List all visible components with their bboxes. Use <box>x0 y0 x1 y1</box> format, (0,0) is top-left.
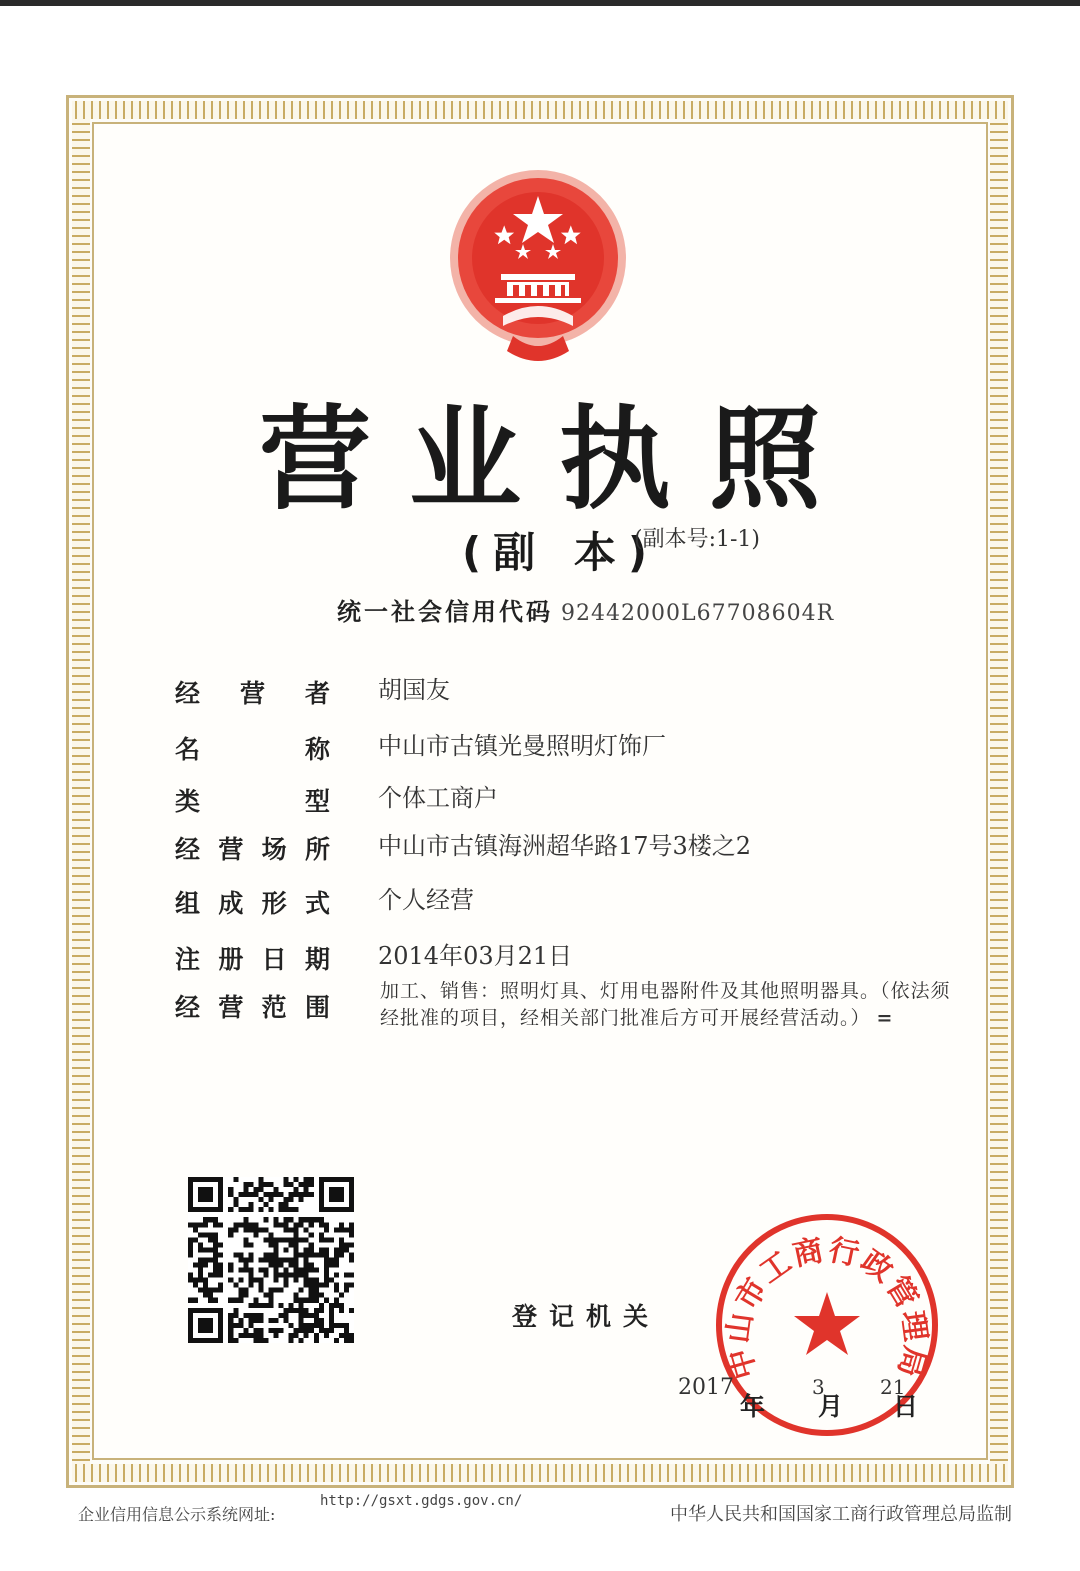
border-pattern-top <box>72 101 1008 119</box>
scan-edge <box>0 0 1080 6</box>
scope-end-mark: = <box>876 1007 894 1029</box>
business-scope-text <box>380 978 960 1032</box>
field-value: 中山市古镇海洲超华路17号3楼之2 <box>378 832 752 860</box>
title-char: 业 <box>409 394 521 525</box>
border-pattern-bottom <box>72 1464 1008 1482</box>
field-operator <box>175 674 975 718</box>
title-char: 照 <box>709 394 821 525</box>
copy-number: (副本号:1-1) <box>634 527 761 552</box>
license-title <box>250 385 830 525</box>
issue-month: 3 <box>812 1375 825 1399</box>
field-type <box>175 782 975 826</box>
title-char: 营 <box>259 394 371 525</box>
field-value: 中山市古镇光曼照明灯饰厂 <box>378 732 666 760</box>
border-pattern-left <box>72 119 90 1464</box>
border-pattern-right <box>990 119 1008 1464</box>
field-value: 胡国友 <box>378 676 450 704</box>
issue-year-char: 年 <box>740 1392 766 1421</box>
registration-authority-label: 登记机关 <box>512 1302 661 1331</box>
field-value: 个体工商户 <box>378 784 498 812</box>
issue-day-char: 日 <box>893 1392 919 1421</box>
seal-text: 中山市工商行政管理局 <box>720 1232 934 1383</box>
footer-system-label: 企业信用信息公示系统网址: <box>78 1505 276 1524</box>
field-premises <box>175 830 975 874</box>
field-composition <box>175 884 975 928</box>
field-label: 注册日期 <box>175 945 330 974</box>
footer-url-link[interactable]: http://gsxt.gdgs.gov.cn/ <box>320 1493 523 1509</box>
national-emblem-icon <box>443 166 633 371</box>
credit-code-row <box>337 592 834 632</box>
copy-subtitle: (副 本) <box>462 528 660 577</box>
footer-supervisor-text: 中华人民共和国国家工商行政管理总局监制 <box>670 1504 1012 1525</box>
field-label: 名称 <box>175 735 330 764</box>
field-label: 经营者 <box>175 679 330 708</box>
issue-year: 2017 <box>678 1375 734 1400</box>
title-char: 执 <box>559 394 671 525</box>
issue-day: 21 <box>880 1375 906 1399</box>
credit-code-value: 92442000L67708604R <box>561 601 835 626</box>
field-value: 个人经营 <box>378 886 474 914</box>
field-name <box>175 730 975 774</box>
credit-code-label: 统一社会信用代码 <box>337 598 553 626</box>
field-label: 经营范围 <box>175 993 330 1022</box>
field-value: 2014年03月21日 <box>378 942 573 970</box>
issue-month-char: 月 <box>818 1392 844 1421</box>
field-label: 类型 <box>175 787 330 816</box>
field-label: 经营场所 <box>175 835 330 864</box>
issue-date <box>678 1375 938 1425</box>
field-label: 组成形式 <box>175 889 330 918</box>
business-scope-body: 加工、销售：照明灯具、灯用电器附件及其他照明器具。（依法须经批准的项目，经相关部门批准后方可开展经营活动。） <box>380 980 951 1029</box>
qr-code-icon <box>188 1177 354 1343</box>
